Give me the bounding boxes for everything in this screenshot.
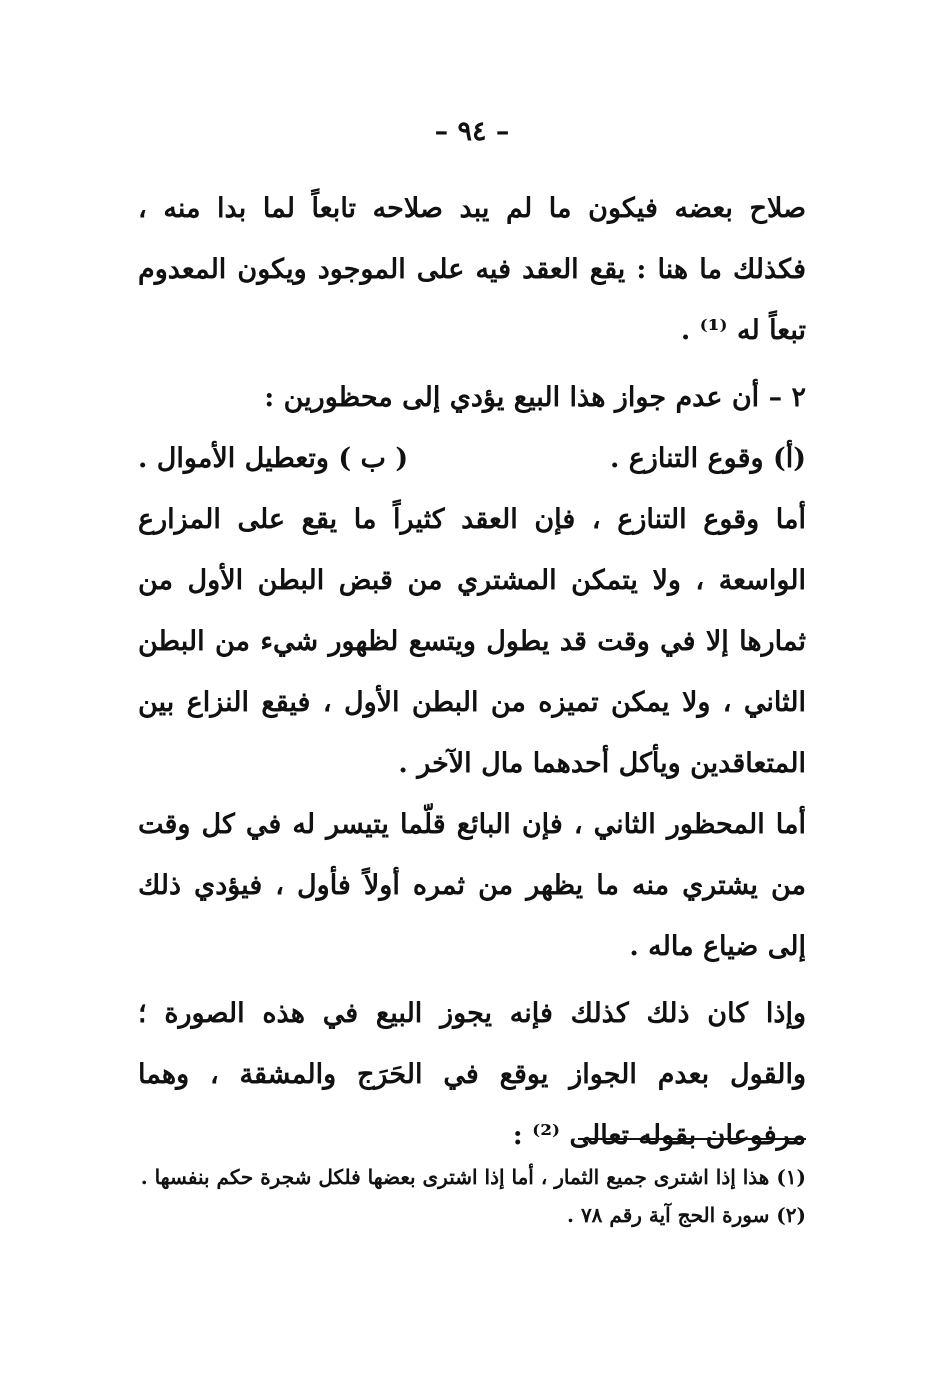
paragraph-1: صلاح بعضه فيكون ما لم يبد صلاحه تابعاً لما بدا منه ، فكذلك ما هنا : يقع العقد فيه على الموجود ويكون المعدوم تبعاً له ⁽¹⁾ . xyxy=(138,193,806,346)
paragraph-5: وإذا كان ذلك كذلك فإنه يجوز البيع في هذه الصورة ؛ والقول بعدم الجواز يوقع في الحَرَج والمشقة ، وهما مرفوعان بقوله تعالى ⁽²⁾ : xyxy=(138,998,806,1151)
main-text xyxy=(138,178,806,1166)
paragraph-2: ٢ – أن عدم جواز هذا البيع يؤدي إلى محظورين : xyxy=(264,382,806,413)
list-line xyxy=(138,428,806,489)
footnote-2: (٢) سورة الحج آية رقم ٧٨ . xyxy=(567,1203,806,1227)
paragraph-4: أما المحظور الثاني ، فإن البائع قلّما يتيسر له في كل وقت من يشتري منه ما يظهر من ثمره أولاً فأول ، فيؤدي ذلك إلى ضياع ماله . xyxy=(138,809,806,962)
list-item-b: ( ب ) وتعطيل الأموال . xyxy=(138,443,409,474)
page-number: – ٩٤ – xyxy=(434,116,510,147)
paragraph-3: أما وقوع التنازع ، فإن العقد كثيراً ما يقع على المزارع الواسعة ، ولا يتمكن المشتري من قبض البطن الأول من ثمارها إلا في وقت قد يطول ويتسع لظهور شيء من البطن الثاني ، ولا يمكن تميزه من البطن الأول ، فيقع النزاع بين المتعاقدين ويأكل أحدهما مال الآخر . xyxy=(138,504,806,779)
footnotes xyxy=(138,1158,806,1234)
list-item-a: (أ) وقوع التنازع . xyxy=(609,443,806,474)
footnote-divider xyxy=(578,1138,806,1140)
footnote-1: (١) هذا إذا اشترى جميع الثمار ، أما إذا اشترى بعضها فلكل شجرة حكم بنفسها . xyxy=(140,1165,806,1189)
book-page xyxy=(138,0,806,1398)
